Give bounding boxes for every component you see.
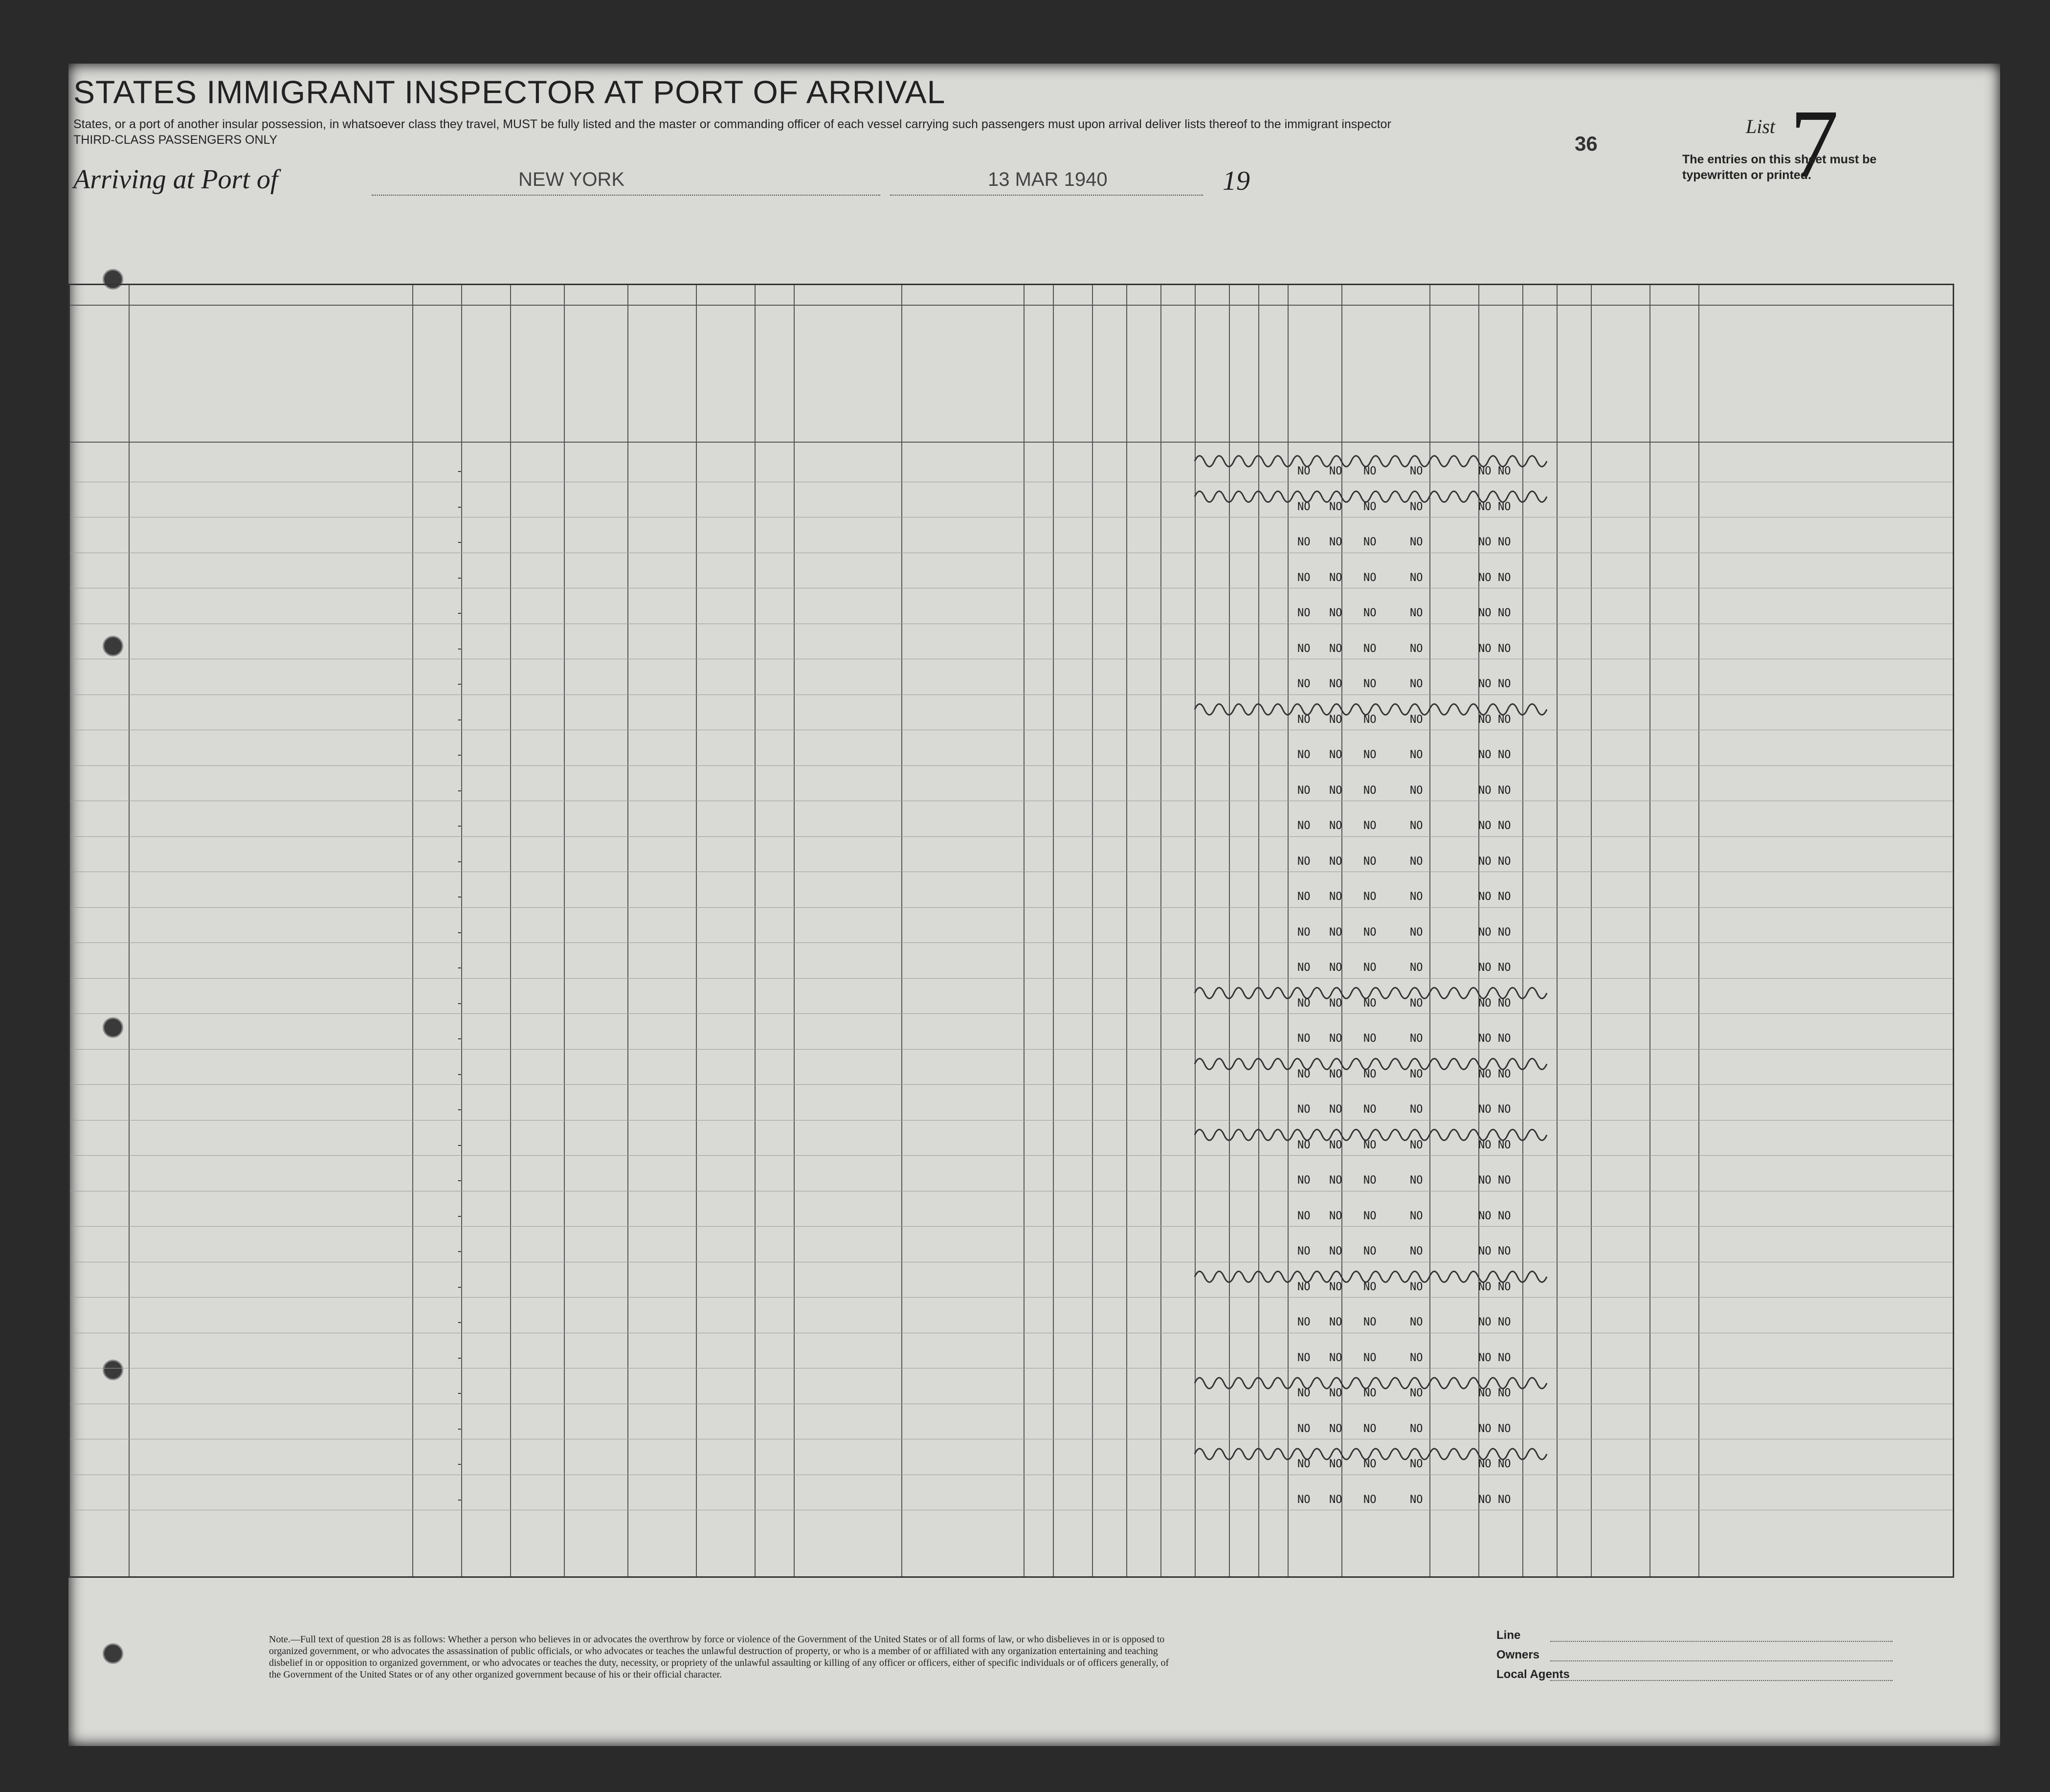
- date-underline: [890, 195, 1203, 196]
- col28: NO: [1363, 749, 1377, 761]
- col29: NO: [1410, 749, 1423, 761]
- col29: NO: [1410, 678, 1423, 690]
- col29: NO: [1410, 642, 1423, 655]
- col27: NO: [1329, 500, 1342, 513]
- col27: NO: [1329, 962, 1342, 974]
- col30: NO: [1478, 1316, 1492, 1328]
- col29: NO: [1410, 891, 1423, 903]
- col29: NO: [1410, 1210, 1423, 1222]
- col28: NO: [1363, 1351, 1377, 1364]
- col30: NO: [1478, 997, 1492, 1009]
- col29: NO: [1410, 1245, 1423, 1257]
- col31: NO: [1498, 1280, 1511, 1293]
- col30: NO: [1478, 465, 1492, 477]
- col30: NO: [1478, 1210, 1492, 1222]
- col30: NO: [1478, 1139, 1492, 1151]
- col26: NO: [1297, 926, 1311, 939]
- col28: NO: [1363, 1032, 1377, 1045]
- col31: NO: [1498, 713, 1511, 726]
- col31: NO: [1498, 1458, 1511, 1470]
- col27: NO: [1329, 1387, 1342, 1399]
- dash: -: [456, 784, 463, 797]
- col30: NO: [1478, 855, 1492, 868]
- col28: NO: [1363, 1387, 1377, 1399]
- col30: NO: [1478, 1351, 1492, 1364]
- col27: NO: [1329, 1458, 1342, 1470]
- col31: NO: [1498, 1351, 1511, 1364]
- agents-label: Local Agents: [1496, 1668, 1570, 1681]
- col26: NO: [1297, 465, 1311, 477]
- col27: NO: [1329, 1280, 1342, 1293]
- col26: NO: [1297, 1422, 1311, 1435]
- col30: NO: [1478, 926, 1492, 939]
- manifest-table: [68, 284, 1954, 1578]
- col30: NO: [1478, 820, 1492, 832]
- col31: NO: [1498, 891, 1511, 903]
- col27: NO: [1329, 678, 1342, 690]
- col27: NO: [1329, 1351, 1342, 1364]
- dash: -: [456, 1068, 463, 1080]
- sheet-number: 36: [1575, 132, 1598, 155]
- col26: NO: [1297, 1316, 1311, 1328]
- col31: NO: [1498, 465, 1511, 477]
- footnote: Note.—Full text of question 28 is as follows: Whether a person who believes in or advocates the overthrow by force or violence of the Government of the United States or of all forms of law, or who disbelieves in or is opposed to organized government, or who advocates the assassination of public officials, or who advocates or teaches the unlawful destruction of property, or who is a member of or affiliated with any organization entertaining and teaching disbelief in or opposition to organized government, or who advocates or teaches the duty, necessity, or propriety of the unlawful assaulting or killing of any officer or officers, either of specific individuals or of officers generally, of the Government of the United States or of any other organized government because of his or their official character.: [269, 1634, 1169, 1680]
- col31: NO: [1498, 607, 1511, 619]
- col28: NO: [1363, 607, 1377, 619]
- col28: NO: [1363, 1068, 1377, 1080]
- col30: NO: [1478, 1245, 1492, 1257]
- col31: NO: [1498, 1316, 1511, 1328]
- col29: NO: [1410, 1280, 1423, 1293]
- col27: NO: [1329, 571, 1342, 584]
- col26: NO: [1297, 1068, 1311, 1080]
- dash: -: [456, 642, 463, 655]
- dash: -: [456, 1458, 463, 1470]
- col27: NO: [1329, 997, 1342, 1009]
- dash: -: [456, 713, 463, 726]
- owners-label: Owners: [1496, 1648, 1540, 1661]
- col30: NO: [1478, 1103, 1492, 1116]
- port-value: NEW YORK: [518, 169, 625, 190]
- dash: -: [456, 891, 463, 903]
- col31: NO: [1498, 571, 1511, 584]
- col26: NO: [1297, 784, 1311, 797]
- col26: NO: [1297, 678, 1311, 690]
- owners-field: [1550, 1660, 1893, 1661]
- col28: NO: [1363, 820, 1377, 832]
- col31: NO: [1498, 1245, 1511, 1257]
- col30: NO: [1478, 607, 1492, 619]
- arriving-label: Arriving at Port of: [73, 164, 278, 195]
- col31: NO: [1498, 500, 1511, 513]
- col29: NO: [1410, 500, 1423, 513]
- dash: -: [456, 607, 463, 619]
- col30: NO: [1478, 678, 1492, 690]
- col29: NO: [1410, 1103, 1423, 1116]
- col31: NO: [1498, 642, 1511, 655]
- col30: NO: [1478, 713, 1492, 726]
- col26: NO: [1297, 1139, 1311, 1151]
- col27: NO: [1329, 607, 1342, 619]
- page-title: STATES IMMIGRANT INSPECTOR AT PORT OF ARRIVAL: [73, 74, 946, 110]
- col29: NO: [1410, 1422, 1423, 1435]
- col31: NO: [1498, 962, 1511, 974]
- col31: NO: [1498, 855, 1511, 868]
- dash: -: [456, 571, 463, 584]
- col31: NO: [1498, 820, 1511, 832]
- col29: NO: [1410, 713, 1423, 726]
- col29: NO: [1410, 465, 1423, 477]
- dash: -: [456, 962, 463, 974]
- dash: -: [456, 1245, 463, 1257]
- col29: NO: [1410, 1068, 1423, 1080]
- col28: NO: [1363, 997, 1377, 1009]
- col31: NO: [1498, 1174, 1511, 1187]
- col26: NO: [1297, 1351, 1311, 1364]
- col27: NO: [1329, 536, 1342, 548]
- col30: NO: [1478, 891, 1492, 903]
- col30: NO: [1478, 749, 1492, 761]
- col27: NO: [1329, 1493, 1342, 1506]
- col28: NO: [1363, 1422, 1377, 1435]
- col31: NO: [1498, 536, 1511, 548]
- col26: NO: [1297, 607, 1311, 619]
- third-class-line: THIRD-CLASS PASSENGERS ONLY: [73, 133, 278, 147]
- col26: NO: [1297, 1280, 1311, 1293]
- col27: NO: [1329, 749, 1342, 761]
- col29: NO: [1410, 997, 1423, 1009]
- col30: NO: [1478, 1068, 1492, 1080]
- col27: NO: [1329, 1103, 1342, 1116]
- col26: NO: [1297, 1493, 1311, 1506]
- col29: NO: [1410, 571, 1423, 584]
- col30: NO: [1478, 500, 1492, 513]
- col28: NO: [1363, 713, 1377, 726]
- dash: -: [456, 500, 463, 513]
- col26: NO: [1297, 500, 1311, 513]
- col30: NO: [1478, 1387, 1492, 1399]
- col26: NO: [1297, 997, 1311, 1009]
- dash: -: [456, 1387, 463, 1399]
- col26: NO: [1297, 1245, 1311, 1257]
- instructions-line: States, or a port of another insular possession, in whatsoever class they travel, MUST be fully listed and the master or commanding officer of each vessel carrying such passengers must upon arrival deliver lists thereof to the immigrant inspector: [73, 117, 1391, 131]
- col29: NO: [1410, 784, 1423, 797]
- col29: NO: [1410, 1139, 1423, 1151]
- dash: -: [456, 1174, 463, 1187]
- binder-hole: [103, 1643, 123, 1664]
- col31: NO: [1498, 1387, 1511, 1399]
- dash: -: [456, 1316, 463, 1328]
- col29: NO: [1410, 962, 1423, 974]
- col30: NO: [1478, 642, 1492, 655]
- col27: NO: [1329, 1032, 1342, 1045]
- col28: NO: [1363, 855, 1377, 868]
- col30: NO: [1478, 571, 1492, 584]
- col28: NO: [1363, 962, 1377, 974]
- col28: NO: [1363, 784, 1377, 797]
- dash: -: [456, 465, 463, 477]
- col28: NO: [1363, 1139, 1377, 1151]
- col30: NO: [1478, 1032, 1492, 1045]
- col28: NO: [1363, 571, 1377, 584]
- col26: NO: [1297, 536, 1311, 548]
- col31: NO: [1498, 1210, 1511, 1222]
- col29: NO: [1410, 1493, 1423, 1506]
- port-underline: [372, 195, 880, 196]
- col28: NO: [1363, 1103, 1377, 1116]
- dash: -: [456, 1139, 463, 1151]
- dash: -: [456, 1280, 463, 1293]
- col31: NO: [1498, 678, 1511, 690]
- col27: NO: [1329, 891, 1342, 903]
- col26: NO: [1297, 962, 1311, 974]
- col30: NO: [1478, 1422, 1492, 1435]
- date-stamp: 13 MAR 1940: [988, 169, 1108, 190]
- col26: NO: [1297, 571, 1311, 584]
- col26: NO: [1297, 820, 1311, 832]
- col28: NO: [1363, 1458, 1377, 1470]
- col27: NO: [1329, 1245, 1342, 1257]
- col27: NO: [1329, 1139, 1342, 1151]
- col26: NO: [1297, 1103, 1311, 1116]
- dash: -: [456, 1210, 463, 1222]
- col29: NO: [1410, 1458, 1423, 1470]
- entries-note: The entries on this sheet must be typewritten or printed.: [1682, 153, 1877, 182]
- col27: NO: [1329, 1068, 1342, 1080]
- line-field: [1550, 1641, 1893, 1642]
- list-number: 7: [1790, 90, 1839, 198]
- col28: NO: [1363, 1174, 1377, 1187]
- col27: NO: [1329, 465, 1342, 477]
- col28: NO: [1363, 465, 1377, 477]
- col30: NO: [1478, 536, 1492, 548]
- dash: -: [456, 1032, 463, 1045]
- col31: NO: [1498, 1422, 1511, 1435]
- col28: NO: [1363, 1280, 1377, 1293]
- dash: -: [456, 855, 463, 868]
- col30: NO: [1478, 1174, 1492, 1187]
- col27: NO: [1329, 855, 1342, 868]
- line-label: Line: [1496, 1629, 1521, 1642]
- col30: NO: [1478, 784, 1492, 797]
- col26: NO: [1297, 749, 1311, 761]
- dash: -: [456, 1103, 463, 1116]
- col28: NO: [1363, 891, 1377, 903]
- col26: NO: [1297, 642, 1311, 655]
- col29: NO: [1410, 820, 1423, 832]
- col29: NO: [1410, 1316, 1423, 1328]
- col26: NO: [1297, 1458, 1311, 1470]
- col27: NO: [1329, 1174, 1342, 1187]
- col27: NO: [1329, 1210, 1342, 1222]
- dash: -: [456, 926, 463, 939]
- col28: NO: [1363, 926, 1377, 939]
- col31: NO: [1498, 926, 1511, 939]
- agents-field: [1550, 1680, 1893, 1681]
- col28: NO: [1363, 1210, 1377, 1222]
- col27: NO: [1329, 1316, 1342, 1328]
- col28: NO: [1363, 500, 1377, 513]
- col26: NO: [1297, 1174, 1311, 1187]
- col31: NO: [1498, 1139, 1511, 1151]
- col26: NO: [1297, 1210, 1311, 1222]
- col27: NO: [1329, 926, 1342, 939]
- col28: NO: [1363, 642, 1377, 655]
- col29: NO: [1410, 926, 1423, 939]
- col30: NO: [1478, 1458, 1492, 1470]
- col30: NO: [1478, 1280, 1492, 1293]
- col26: NO: [1297, 713, 1311, 726]
- col28: NO: [1363, 1493, 1377, 1506]
- dash: -: [456, 536, 463, 548]
- col29: NO: [1410, 536, 1423, 548]
- col31: NO: [1498, 1103, 1511, 1116]
- col27: NO: [1329, 642, 1342, 655]
- dash: -: [456, 820, 463, 832]
- col30: NO: [1478, 1493, 1492, 1506]
- dash: -: [456, 678, 463, 690]
- dash: -: [456, 997, 463, 1009]
- col28: NO: [1363, 536, 1377, 548]
- col30: NO: [1478, 962, 1492, 974]
- col27: NO: [1329, 784, 1342, 797]
- col26: NO: [1297, 1387, 1311, 1399]
- col29: NO: [1410, 1032, 1423, 1045]
- col27: NO: [1329, 820, 1342, 832]
- col31: NO: [1498, 997, 1511, 1009]
- col31: NO: [1498, 1032, 1511, 1045]
- col29: NO: [1410, 1387, 1423, 1399]
- dash: -: [456, 1493, 463, 1506]
- col31: NO: [1498, 1493, 1511, 1506]
- dash: -: [456, 1422, 463, 1435]
- col29: NO: [1410, 855, 1423, 868]
- col27: NO: [1329, 1422, 1342, 1435]
- col26: NO: [1297, 891, 1311, 903]
- col27: NO: [1329, 713, 1342, 726]
- col31: NO: [1498, 1068, 1511, 1080]
- col26: NO: [1297, 1032, 1311, 1045]
- year-prefix: 19: [1223, 166, 1250, 196]
- col29: NO: [1410, 607, 1423, 619]
- col29: NO: [1410, 1174, 1423, 1187]
- col28: NO: [1363, 1316, 1377, 1328]
- dash: -: [456, 749, 463, 761]
- col28: NO: [1363, 1245, 1377, 1257]
- dash: -: [456, 1351, 463, 1364]
- col26: NO: [1297, 855, 1311, 868]
- handwriting-overlay: [70, 285, 1953, 1576]
- col31: NO: [1498, 784, 1511, 797]
- col31: NO: [1498, 749, 1511, 761]
- col28: NO: [1363, 678, 1377, 690]
- list-label: List: [1746, 115, 1776, 137]
- col29: NO: [1410, 1351, 1423, 1364]
